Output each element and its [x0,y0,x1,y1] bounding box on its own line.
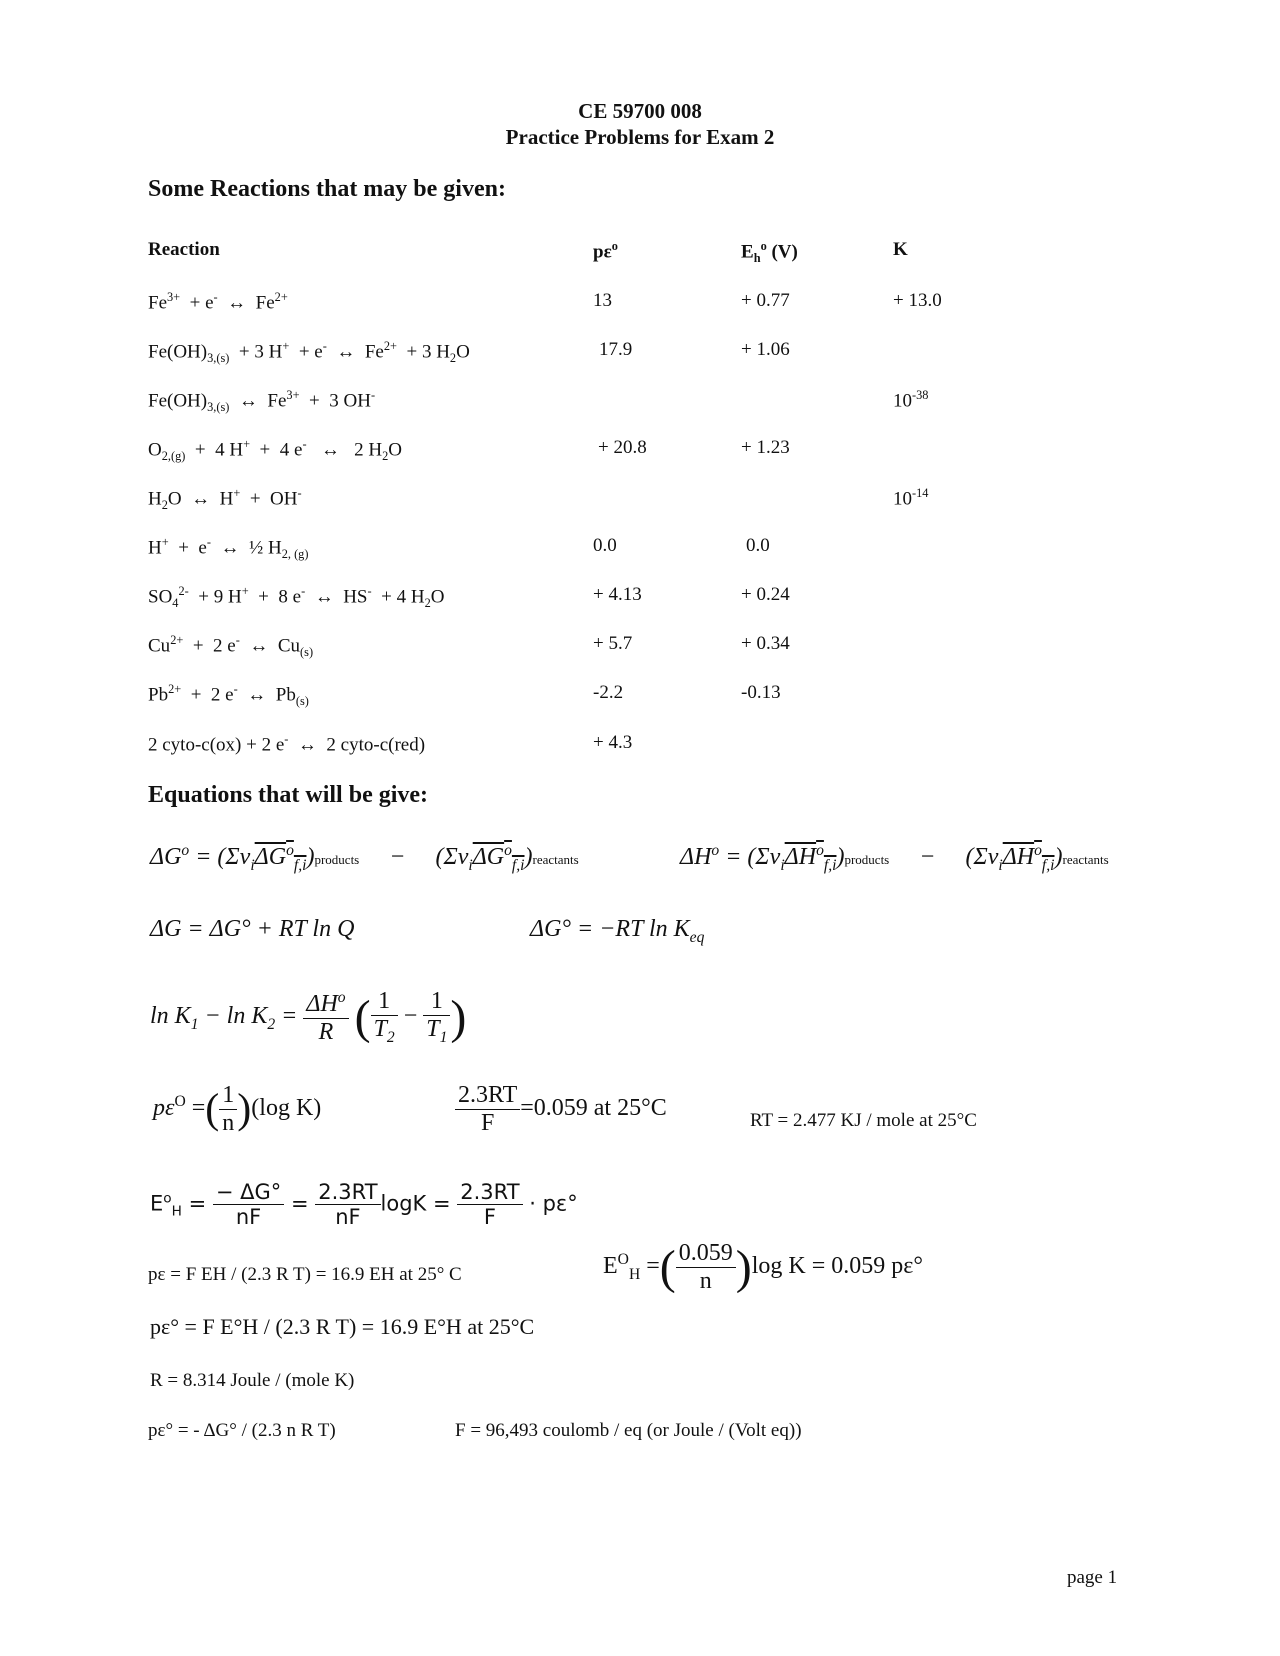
eh-value: + 0.24 [741,584,790,605]
course-number: CE 59700 008 [578,99,702,123]
page-number: page 1 [1067,1567,1118,1588]
col-k: K [893,239,908,260]
col-reaction: Reaction [148,239,220,260]
eq-rt-value: RT = 2.477 KJ / mole at 25°C [750,1110,977,1131]
reaction-9: $Pb^{2+} + 2$ e- ↔ $Pb_{(s)}$ [148,682,309,709]
reaction-3: $Fe(OH)_{3,(s)}$ ↔ $Fe^{3+} + 3$ OH- [148,388,376,415]
label-products: products [844,852,890,867]
reaction-8: $Cu^{2+} + 2$ e- ↔ $Cu_{(s)}$ [148,633,314,660]
eq-delta-h-formation: $\Delta H^o$ = $(\Sigma\nu_i\Delta H^o_{f,i})products$ − $(\Sigma\nu_i\Delta H^o_{f,i})reactants$ [680,842,1109,874]
pe-value: 13 [593,290,612,311]
document-title: Practice Problems for Exam 2 [505,125,775,149]
eh-value: + 0.77 [741,290,790,311]
eh-value: + 0.34 [741,633,790,654]
eq-pe0-dg: pε° = - ΔG° / (2.3 n R T) [148,1420,336,1441]
reaction-6: H+ + e- ↔ ½ $H_{2, (g)}$ [148,535,309,562]
reaction-2: $Fe(OH)_{3,(s)} + 3$ H+ + e- ↔ $Fe^{2+} + 3$ $H_2O$ [148,339,470,366]
pe-value: + 4.13 [593,584,642,605]
eq-delta-g-k: ΔG° = −RT $\ln K_{eq}$ [530,916,705,946]
pe-value: + 5.7 [593,633,633,654]
eq-pe0-feh: pε° = F E°H / (2.3 R T) = 16.9 E°H at 25°C [150,1314,535,1339]
reaction-4: $O_{2,(g)} + 4$ H+ + 4 e- ↔ 2 $H_2O$ [148,437,402,464]
eq-eh-logk: $E^O_H$ =( $\frac{0.059}{n}$ )log K = 0.059 pε° [603,1240,923,1294]
pe-value: + 20.8 [598,437,647,458]
pe-value: 17.9 [599,339,633,360]
reaction-10: 2 cyto-c(ox) + 2 e- ↔ 2 cyto-c(red) [148,732,426,756]
k-value: $10^{-14}$ [893,486,929,510]
eq-pe-logk: $p\varepsilon^O$ =( $\frac{1}{n}$ )(log K) [153,1082,322,1136]
eq-pe-feh: pε = F EH / (2.3 R T) = 16.9 EH at 25° C [148,1264,462,1285]
pe-value: + 4.3 [593,732,633,753]
k-value: $10^{-38}$ [893,388,929,412]
reaction-5: $H_2O$ ↔ H+ + OH- [148,486,302,513]
eh-value: -0.13 [741,682,781,703]
label-products: products [314,852,360,867]
reaction-1: $Fe^{3+} + e^-$ ↔ $Fe^{2+}$ [148,290,288,314]
eq-23rt-f: $\frac{2.3RT}{F}$ =0.059 at 25°C [455,1082,667,1137]
eq-r-constant: R = 8.314 Joule / (mole K) [150,1370,355,1391]
reactions-heading: Some Reactions that may be given: [148,176,506,202]
eh-value: 0.0 [746,535,770,556]
col-eh: $E_h^o$ (V) [741,239,798,266]
eh-value: + 1.23 [741,437,790,458]
label-reactants: reactants [532,852,579,867]
pe-value: 0.0 [593,535,617,556]
eh-value: + 1.06 [741,339,790,360]
eq-delta-g-formation: $\Delta G^o$ = $(\Sigma\nu_i\Delta G^o_{f,i})products$ − $(\Sigma\nu_i\Delta G^o_{f,i})reactants$ [150,842,579,874]
eq-eh-dg: $E^o_H$ = $\frac{- \Delta G^\circ}{nF}$ = $\frac{2.3RT}{nF}$ logK = $\frac{2.3RT}{F}$ · pε° [150,1180,578,1229]
pe-value: -2.2 [593,682,624,703]
eq-vanthoff: $\ln K_1 - \ln K_2$ = $\frac{\Delta H^o}{R}$ ( $\frac{1}{T_2}$ − $\frac{1}{T_1}$ ) [150,988,467,1046]
reaction-7: $SO_4^{2-} + 9$ H+ + 8 e- ↔ HS- + 4 $H_2O$ [148,584,445,611]
eq-delta-g-q: ΔG = ΔG° + RT ln Q [150,916,355,942]
equations-heading: Equations that will be give: [148,782,429,808]
col-pe: $p\varepsilon^o$ [593,239,618,263]
k-value: + 13.0 [893,290,942,311]
label-reactants: reactants [1062,852,1109,867]
eq-faraday: F = 96,493 coulomb / eq (or Joule / (Volt eq)) [455,1420,802,1441]
